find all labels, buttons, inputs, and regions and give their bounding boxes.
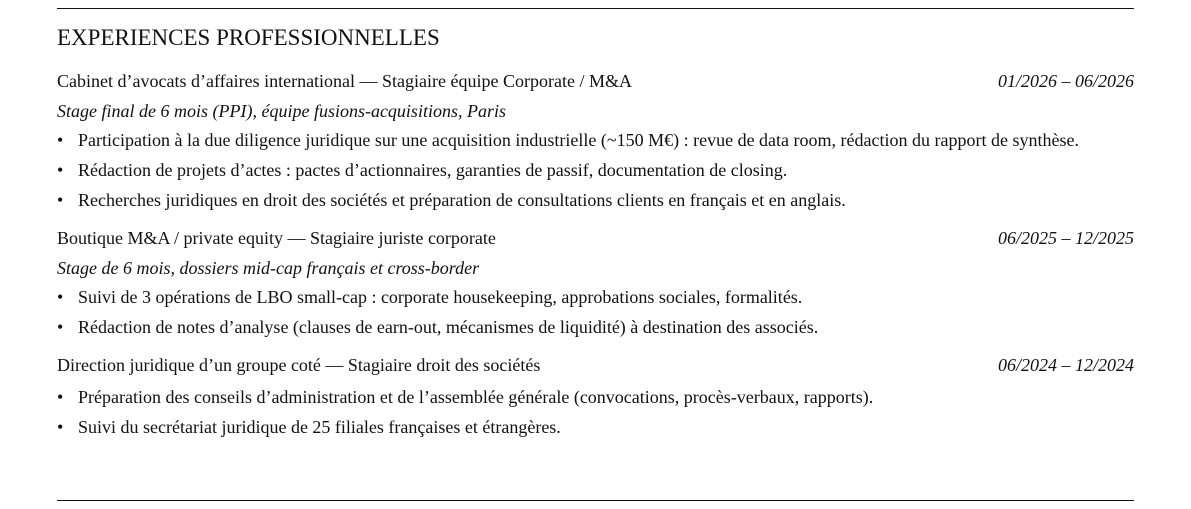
experience-dates: 06/2025 – 12/2025: [997, 228, 1134, 248]
experience-bullet-list: [57, 126, 1134, 215]
bullet-text: Suivi du secrétariat juridique de 25 filiales françaises et étrangères.: [78, 417, 561, 437]
experience-entry: [57, 354, 1134, 442]
section-bottom-rule: [57, 500, 1134, 501]
experience-heading: Direction juridique d’un groupe coté — Stagiaire droit des sociétés: [57, 355, 541, 375]
experience-subtitle: Stage final de 6 mois (PPI), équipe fusions-acquisitions, Paris: [57, 101, 506, 121]
experience-dates: 06/2024 – 12/2024: [997, 355, 1134, 375]
bullet-item: [57, 186, 1088, 215]
bullet-text: Recherches juridiques en droit des sociétés et préparation de consultations clients en français et en anglais.: [78, 190, 846, 210]
bullet-text: Rédaction de notes d’analyse (clauses de earn-out, mécanismes de liquidité) à destination des associés.: [78, 317, 819, 337]
bullet-item: [57, 126, 1088, 155]
section-title: EXPERIENCES PROFESSIONNELLES: [57, 25, 440, 50]
bullet-text: Participation à la due diligence juridique sur une acquisition industrielle (~150 M€) : revue de data room, rédaction du rapport de synthèse.: [78, 130, 1079, 150]
experience-bullet-list: [57, 383, 1134, 442]
experience-header: [57, 70, 1134, 92]
experience-header: [57, 354, 1134, 376]
bullet-dot-icon: •: [57, 130, 64, 150]
experience-subtitle: Stage de 6 mois, dossiers mid-cap français et cross-border: [57, 258, 480, 278]
experience-header: [57, 227, 1134, 249]
experience-heading: Cabinet d’avocats d’affaires international — Stagiaire équipe Corporate / M&A: [57, 71, 632, 91]
bullet-dot-icon: •: [57, 287, 64, 307]
experience-bullet-list: [57, 283, 1134, 342]
bullet-text: Suivi de 3 opérations de LBO small-cap : corporate housekeeping, approbations sociales, formalités.: [78, 287, 803, 307]
bullet-text: Préparation des conseils d’administration et de l’assemblée générale (convocations, procès-verbaux, rapports).: [78, 387, 874, 407]
bullet-item: [57, 413, 1088, 442]
bullet-item: [57, 383, 1088, 412]
experience-dates: 01/2026 – 06/2026: [997, 71, 1134, 91]
bullet-dot-icon: •: [57, 317, 64, 337]
bullet-item: [57, 156, 1088, 185]
experience-entry: [57, 227, 1134, 342]
experience-entry: [57, 70, 1134, 215]
bullet-item: [57, 313, 1088, 342]
bullet-dot-icon: •: [57, 190, 64, 210]
bullet-dot-icon: •: [57, 160, 64, 180]
experience-heading: Boutique M&A / private equity — Stagiaire juriste corporate: [57, 228, 496, 248]
bullet-dot-icon: •: [57, 417, 64, 437]
bullet-dot-icon: •: [57, 387, 64, 407]
cv-section-experiences: [57, 8, 1134, 442]
section-top-rule: [57, 8, 1134, 9]
bullet-item: [57, 283, 1088, 312]
bullet-text: Rédaction de projets d’actes : pactes d’actionnaires, garanties de passif, documentation de closing.: [78, 160, 788, 180]
